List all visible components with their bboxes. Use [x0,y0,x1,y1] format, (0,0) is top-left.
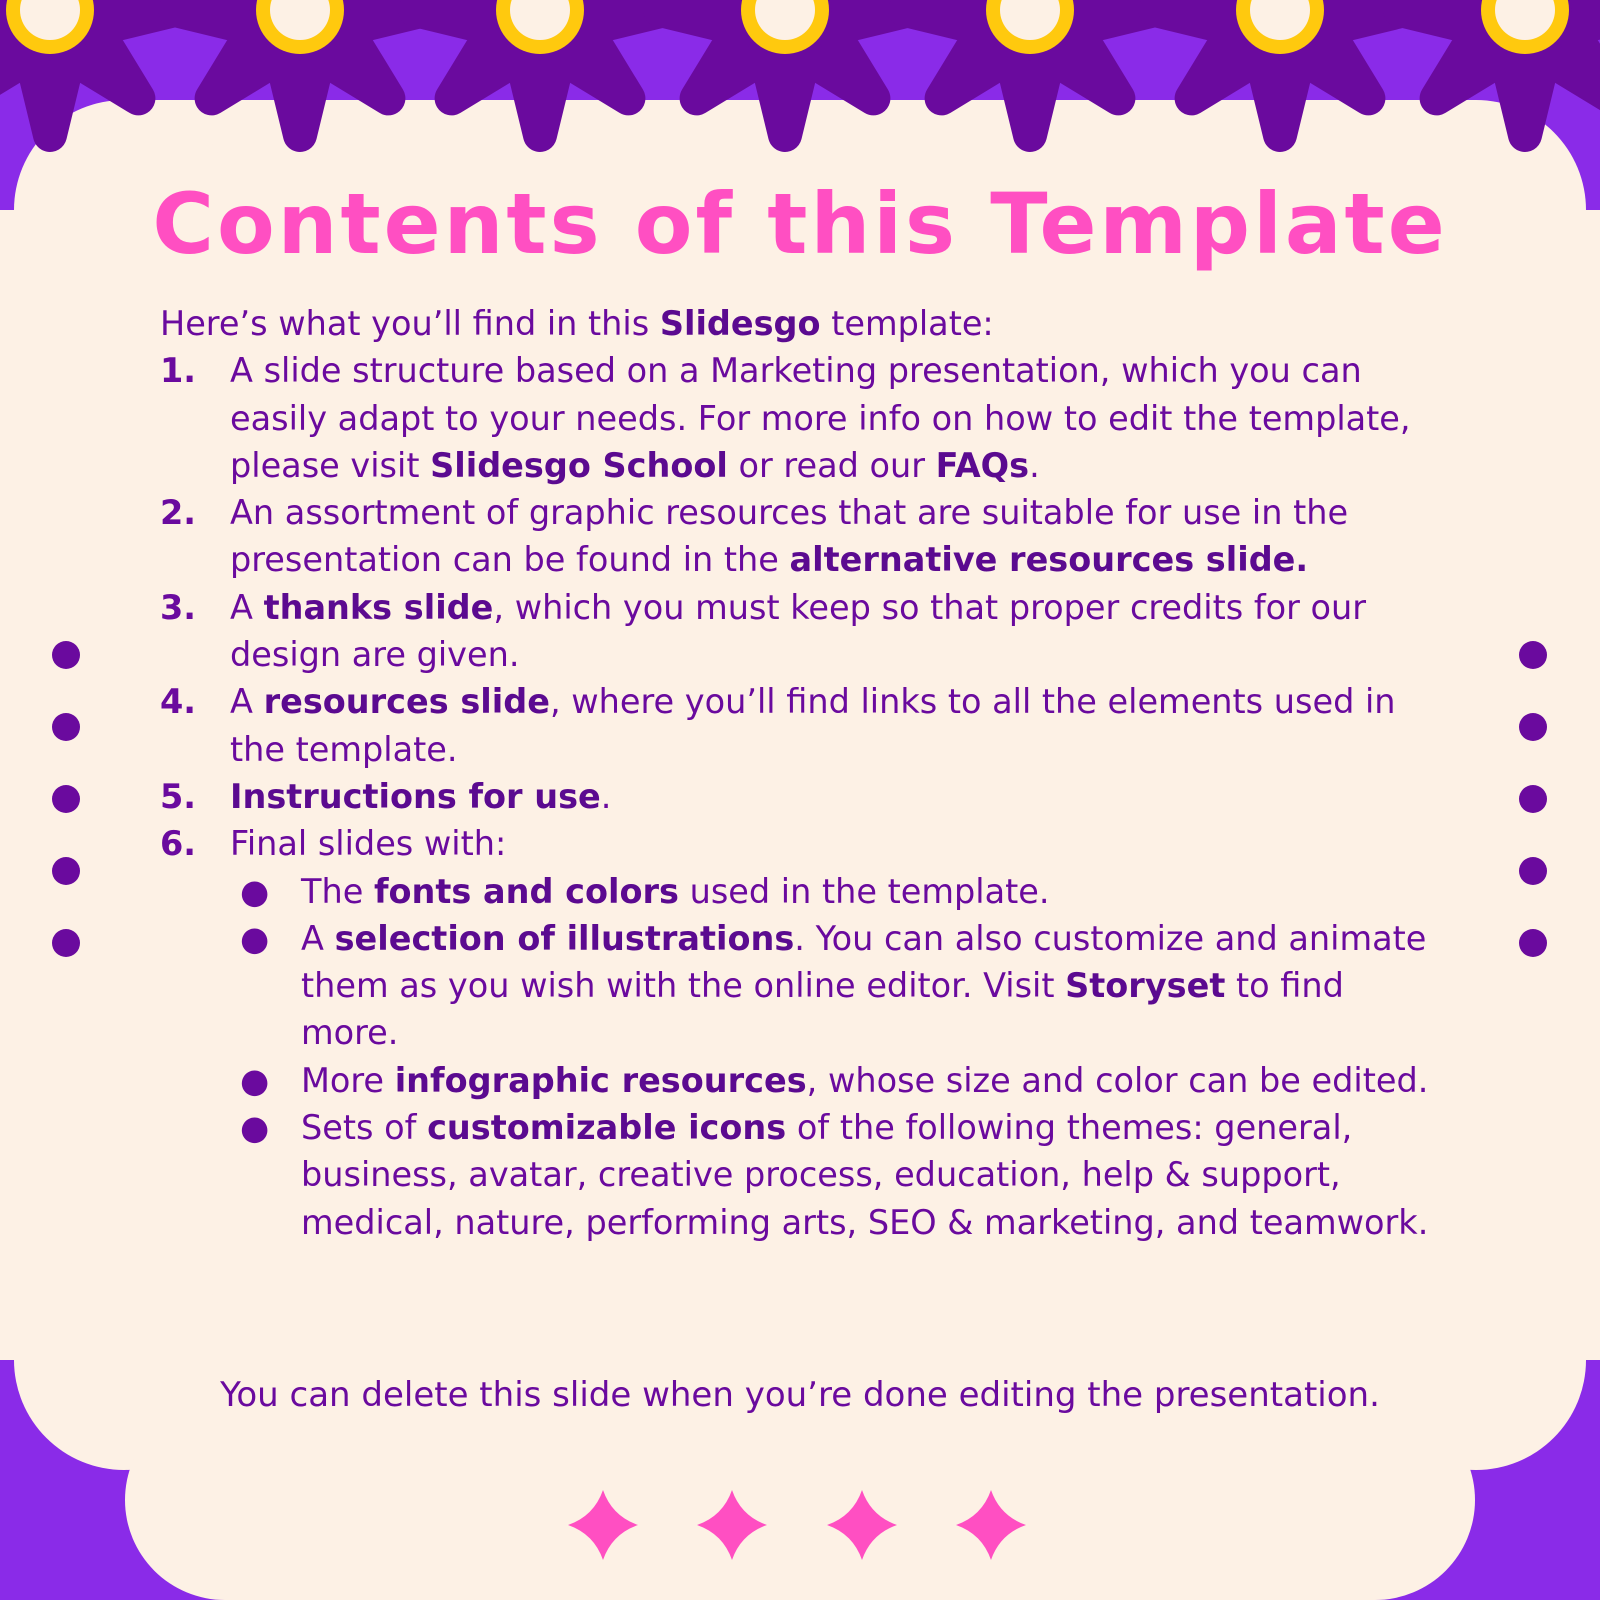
dot-icon [1519,713,1547,741]
list-item: 5. Instructions for use. [160,776,612,816]
dot-icon [52,713,80,741]
thanks-slide-link[interactable]: thanks slide [263,587,494,627]
dot-icon [1519,785,1547,813]
dot-icon [52,929,80,957]
dot-icon [52,641,80,669]
dot-icon [1519,641,1547,669]
illustrations-link[interactable]: selection of illustrations [334,918,795,958]
fonts-colors-link[interactable]: fonts and colors [373,871,679,911]
list-item: 2. An assortment of graphic resources that are suitable for use in the presentation can be found in the alternative resources slide. [160,493,1349,580]
intro-text: Here’s what you’ll find in this Slidesgo template: [160,304,994,343]
infographic-link[interactable]: infographic resources [394,1060,807,1100]
bullet-list [160,868,1430,1246]
page-title: Contents of this Template [152,175,1448,273]
dot-icon [52,785,80,813]
footer-note: You can delete this slide when you’re done editing the presentation. [220,1375,1380,1415]
flower-icon [905,0,1155,135]
resources-slide-link[interactable]: resources slide [263,682,550,722]
dot-icon [1519,857,1547,885]
flower-icon [415,0,665,135]
contents-body [160,300,1430,1246]
bullet-item: ● Sets of customizable icons of the following themes: general, business, avatar, creative process, education, help & support, medical, nature, performing arts, SEO & marketing, and teamwork. [160,1104,1430,1246]
flower-icon [175,0,425,135]
flower-icon [1155,0,1405,135]
bullet-icon: ● [240,1060,270,1100]
storyset-link[interactable]: Storyset [1065,966,1226,1006]
alternative-resources-link[interactable]: alternative resources slide. [789,540,1309,580]
faqs-link[interactable]: FAQs [935,445,1030,485]
numbered-list [160,347,1430,1246]
bullet-icon: ● [240,918,270,958]
bullet-icon: ● [240,1108,270,1148]
icons-link[interactable]: customizable icons [427,1108,787,1148]
list-item: 6. Final slides with: ● The fonts and colors used in the template. ● A selection of illustrations. You can also customize and animate them as you wish with the online editor. Visit Storyset to find more. ● More infographic resources, whose size and color can be edited. ● Sets of customizable icons of the following themes: general, business, avatar, creative process, education, help & support, medical, nature, performing arts, SEO & marketing, and teamwork. [160,820,1430,1246]
bullet-item: ● More infographic resources, whose size and color can be edited. [160,1057,1430,1104]
slidesgo-school-link[interactable]: Slidesgo School [430,445,728,485]
list-item: 3. A thanks slide, which you must keep so that proper credits for our design are given. [160,587,1367,675]
bullet-item: ● A selection of illustrations. You can also customize and animate them as you wish with the online editor. Visit Storyset to find more. [160,915,1430,1057]
instructions-link[interactable]: Instructions for use [230,776,601,816]
bullet-icon: ● [240,871,270,911]
list-item: 4. A resources slide, where you’ll find links to all the elements used in the template. [160,682,1396,769]
flower-icon [660,0,910,135]
dot-icon [1519,929,1547,957]
slidesgo-link[interactable]: Slidesgo [659,304,821,343]
list-item: 1. A slide structure based on a Marketing presentation, which you can easily adapt to your needs. For more info on how to edit the template, please visit Slidesgo School or read our FAQs. [160,351,1411,485]
dot-icon [52,857,80,885]
bullet-item: ● The fonts and colors used in the template. [160,868,1430,915]
